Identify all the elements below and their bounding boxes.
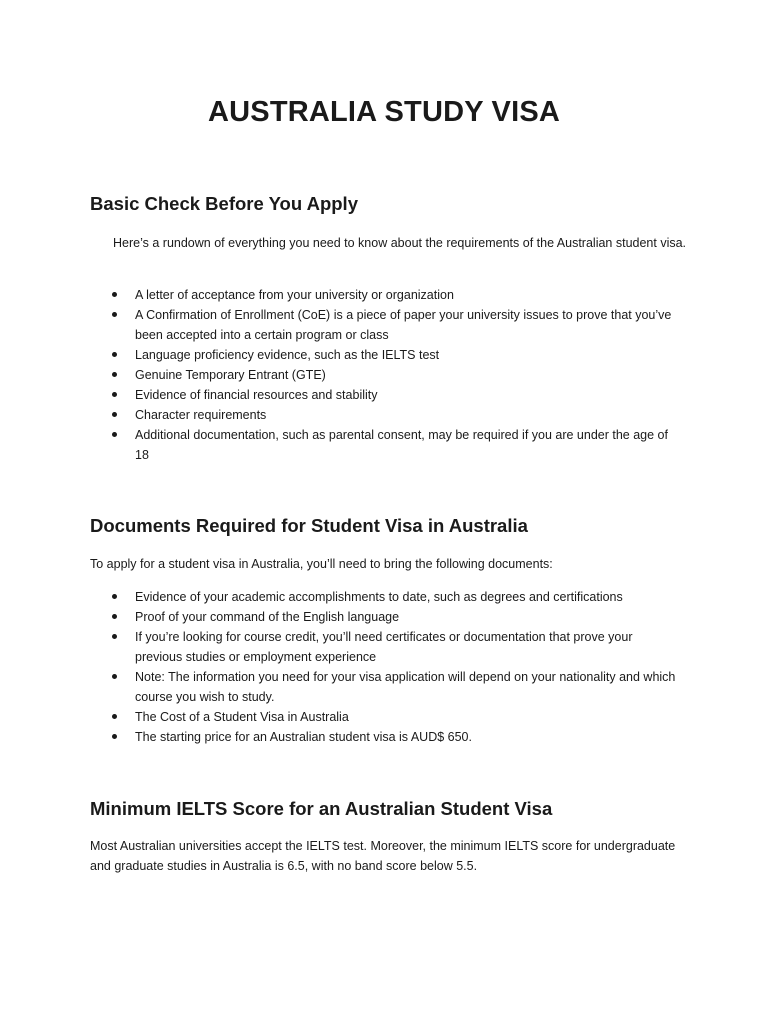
bullet-icon xyxy=(112,594,117,599)
list-item xyxy=(90,587,680,607)
list-item xyxy=(90,607,680,627)
list-item-text: Proof of your command of the English language xyxy=(135,610,400,624)
section-intro-documents-required: To apply for a student visa in Australia, you’ll need to bring the following documents: xyxy=(90,557,553,571)
list-item xyxy=(90,345,680,365)
bullet-icon xyxy=(112,292,117,297)
list-item-text: A Confirmation of Enrollment (CoE) is a piece of paper your university issues to prove that you’ve been accepted into a certain program or class xyxy=(135,308,672,342)
list-item-text: Language proficiency evidence, such as the IELTS test xyxy=(135,348,440,362)
bullet-icon xyxy=(112,352,117,357)
bullet-list-basic-check xyxy=(90,285,680,465)
bullet-icon xyxy=(112,432,117,437)
bullet-icon xyxy=(112,714,117,719)
list-item xyxy=(90,627,680,667)
list-item-text: Additional documentation, such as parental consent, may be required if you are under the age of 18 xyxy=(135,428,668,462)
section-heading-minimum-ielts: Minimum IELTS Score for an Australian Student Visa xyxy=(90,798,553,819)
bullet-icon xyxy=(112,392,117,397)
list-item xyxy=(90,305,680,345)
list-item xyxy=(90,727,680,747)
list-item-text: Genuine Temporary Entrant (GTE) xyxy=(135,368,326,382)
list-item xyxy=(90,707,680,727)
list-item-text: The starting price for an Australian student visa is AUD$ 650. xyxy=(135,730,472,744)
list-item-text: If you’re looking for course credit, you’ll need certificates or documentation that prove your previous studies or employment experience xyxy=(135,630,633,664)
bullet-icon xyxy=(112,734,117,739)
list-item-text: A letter of acceptance from your university or organization xyxy=(135,288,454,302)
bullet-icon xyxy=(112,614,117,619)
list-item xyxy=(90,425,680,465)
list-item-text: Character requirements xyxy=(135,408,267,422)
bullet-icon xyxy=(112,312,117,317)
list-item xyxy=(90,285,680,305)
section-heading-basic-check: Basic Check Before You Apply xyxy=(90,193,358,214)
bullet-icon xyxy=(112,634,117,639)
list-item xyxy=(90,385,680,405)
list-item-text: The Cost of a Student Visa in Australia xyxy=(135,710,349,724)
bullet-icon xyxy=(112,372,117,377)
page-title: AUSTRALIA STUDY VISA xyxy=(207,96,561,128)
list-item-text: Evidence of financial resources and stability xyxy=(135,388,378,402)
list-item-text: Evidence of your academic accomplishments to date, such as degrees and certifications xyxy=(135,590,623,604)
list-item xyxy=(90,365,680,385)
section-intro-minimum-ielts: Most Australian universities accept the IELTS test. Moreover, the minimum IELTS score for undergraduate and graduate studies in Australia is 6.5, with no band score below 5.5. xyxy=(90,839,676,873)
list-item-text: Note: The information you need for your visa application will depend on your nationality and which course you wish to study. xyxy=(135,670,676,704)
section-intro-basic-check: Here’s a rundown of everything you need to know about the requirements of the Australian student visa. xyxy=(113,236,687,250)
list-item xyxy=(90,667,680,707)
list-item xyxy=(90,405,680,425)
bullet-icon xyxy=(112,674,117,679)
bullet-icon xyxy=(112,412,117,417)
bullet-list-documents-required xyxy=(90,587,680,747)
section-heading-documents-required: Documents Required for Student Visa in Australia xyxy=(90,515,528,536)
